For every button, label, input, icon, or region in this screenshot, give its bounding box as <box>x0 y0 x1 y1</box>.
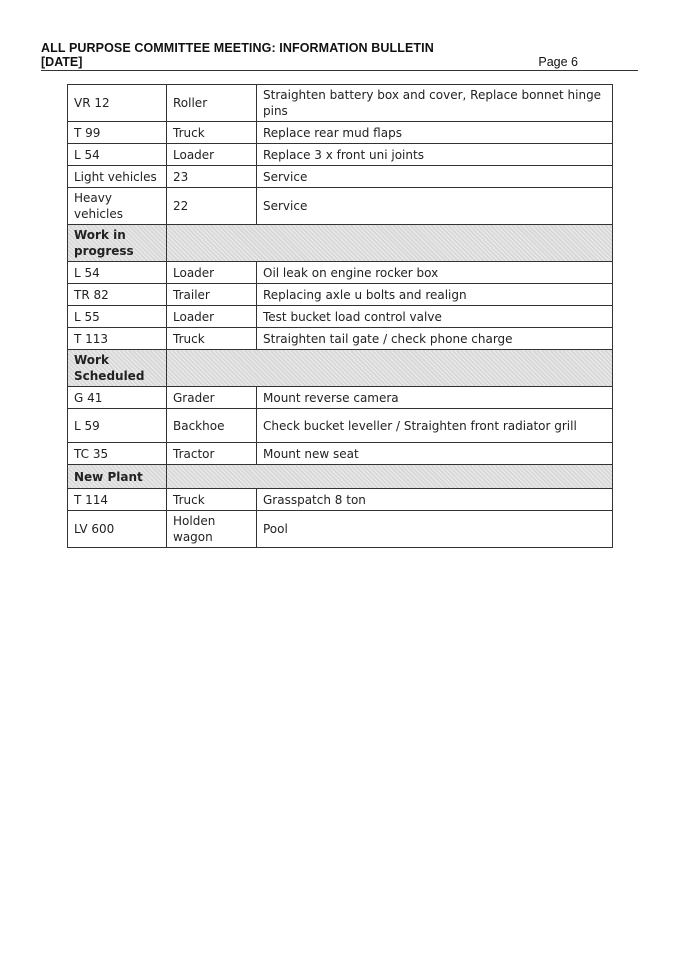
plant-type-cell: Trailer <box>167 284 257 306</box>
section-filler <box>167 350 613 387</box>
plant-type-cell: Loader <box>167 262 257 284</box>
work-description-cell: Service <box>257 166 613 188</box>
table-row <box>68 443 613 465</box>
section-filler <box>167 465 613 489</box>
plant-maintenance-table <box>67 84 613 548</box>
plant-type-cell: Loader <box>167 144 257 166</box>
plant-id-cell: L 54 <box>68 262 167 284</box>
plant-type-cell: Truck <box>167 122 257 144</box>
work-description-cell: Test bucket load control valve <box>257 306 613 328</box>
table-row <box>68 489 613 511</box>
plant-type-cell: Loader <box>167 306 257 328</box>
header-subline <box>41 55 638 71</box>
plant-type-cell: Roller <box>167 85 257 122</box>
plant-type-cell: Backhoe <box>167 409 257 443</box>
plant-id-cell: Light vehicles <box>68 166 167 188</box>
work-description-cell: Replacing axle u bolts and realign <box>257 284 613 306</box>
work-description-cell: Replace rear mud flaps <box>257 122 613 144</box>
section-header-row <box>68 225 613 262</box>
plant-id-cell: L 59 <box>68 409 167 443</box>
table-row <box>68 85 613 122</box>
plant-id-cell: T 113 <box>68 328 167 350</box>
plant-type-cell: Tractor <box>167 443 257 465</box>
section-label: New Plant <box>68 465 167 489</box>
section-header-row <box>68 350 613 387</box>
plant-type-cell: 23 <box>167 166 257 188</box>
work-description-cell: Service <box>257 188 613 225</box>
plant-id-cell: L 54 <box>68 144 167 166</box>
table-row <box>68 188 613 225</box>
table-body <box>68 85 613 548</box>
section-label: Work Scheduled <box>68 350 167 387</box>
work-description-cell: Pool <box>257 511 613 548</box>
table-row <box>68 144 613 166</box>
plant-id-cell: TC 35 <box>68 443 167 465</box>
plant-id-cell: Heavy vehicles <box>68 188 167 225</box>
section-filler <box>167 225 613 262</box>
bulletin-title: ALL PURPOSE COMMITTEE MEETING: INFORMATION BULLETIN <box>41 41 434 55</box>
table-row <box>68 122 613 144</box>
plant-type-cell: 22 <box>167 188 257 225</box>
work-description-cell: Oil leak on engine rocker box <box>257 262 613 284</box>
plant-id-cell: T 99 <box>68 122 167 144</box>
page-number: Page 6 <box>538 55 578 69</box>
work-description-cell: Straighten battery box and cover, Replace bonnet hinge pins <box>257 85 613 122</box>
table-row <box>68 306 613 328</box>
table-row <box>68 284 613 306</box>
page-header <box>41 41 638 71</box>
plant-id-cell: TR 82 <box>68 284 167 306</box>
plant-id-cell: VR 12 <box>68 85 167 122</box>
plant-id-cell: LV 600 <box>68 511 167 548</box>
work-description-cell: Grasspatch 8 ton <box>257 489 613 511</box>
work-description-cell: Mount reverse camera <box>257 387 613 409</box>
work-description-cell: Mount new seat <box>257 443 613 465</box>
meeting-date: [DATE] <box>41 55 83 69</box>
plant-type-cell: Holden wagon <box>167 511 257 548</box>
section-header-row <box>68 465 613 489</box>
plant-id-cell: G 41 <box>68 387 167 409</box>
plant-id-cell: T 114 <box>68 489 167 511</box>
plant-type-cell: Truck <box>167 328 257 350</box>
plant-type-cell: Truck <box>167 489 257 511</box>
work-description-cell: Check bucket leveller / Straighten front radiator grill <box>257 409 613 443</box>
table-row <box>68 262 613 284</box>
work-description-cell: Straighten tail gate / check phone charge <box>257 328 613 350</box>
table-row <box>68 387 613 409</box>
plant-id-cell: L 55 <box>68 306 167 328</box>
table-row <box>68 409 613 443</box>
table-row <box>68 511 613 548</box>
table-row <box>68 328 613 350</box>
table-row <box>68 166 613 188</box>
work-description-cell: Replace 3 x front uni joints <box>257 144 613 166</box>
plant-type-cell: Grader <box>167 387 257 409</box>
section-label: Work in progress <box>68 225 167 262</box>
